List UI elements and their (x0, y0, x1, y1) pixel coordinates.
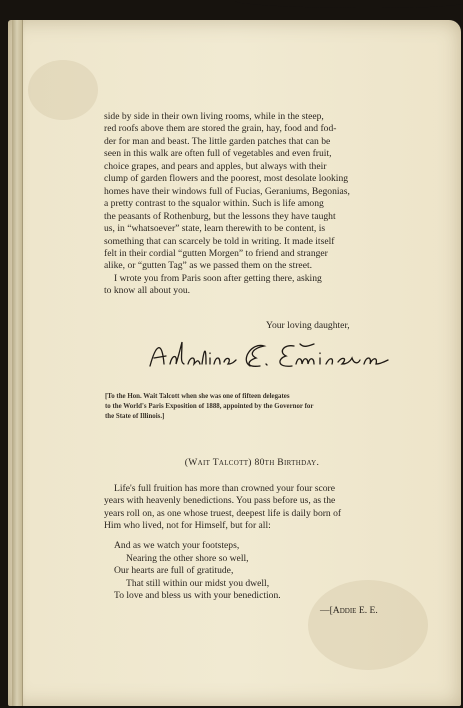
letter-line: felt in their cordial “gutten Morgen” to friend and stranger (104, 247, 328, 259)
letter-line: I wrote you from Paris soon after getting there, asking (114, 272, 322, 284)
document-page (8, 20, 461, 706)
letter-line: us, in “whatsoever” state, learn therewith to be content, is (104, 223, 326, 235)
letter-line: der for man and beast. The little garden patches that can be (104, 135, 331, 147)
paragraph-line: Life's full fruition has more than crowned your four score (114, 483, 335, 494)
poem-line: Our hearts are full of gratitude, (114, 565, 234, 576)
letter-line: the peasants of Rothenburg, but the lessons they have taught (104, 210, 336, 222)
letter-line: side by side in their own living rooms, while in the steep, (104, 111, 324, 122)
paper-stain (28, 60, 98, 120)
author-credit: —[Addie E. E. (320, 605, 378, 616)
caption-line: [To the Hon. Wait Talcott when she was one of fifteen delegates (105, 393, 290, 400)
caption-line: to the World's Paris Exposition of 1888, appointed by the Governor for (105, 403, 314, 410)
page-fold-edge (12, 20, 23, 706)
letter-line: a pretty contrast to the squalor within. Such is life among (104, 198, 324, 210)
caption-line: the State of Illinois.] (105, 413, 165, 420)
poem-line: That still within our midst you dwell, (126, 577, 270, 589)
letter-line: to know all about you. (104, 285, 191, 297)
heading-title: 80th Birthday. (254, 457, 320, 468)
letter-line: red roofs above them are stored the grain, hay, food and fod- (104, 123, 337, 135)
valediction: Your loving daughter, (266, 320, 350, 331)
poem-line: Nearing the other shore so well, (126, 552, 249, 564)
letter-line: homes have their windows full of Fucias, Geraniums, Begonias, (104, 185, 350, 197)
paragraph-line: years with heavenly benedictions. You pass before us, as the (104, 495, 336, 507)
caption-note (105, 392, 403, 422)
letter-line: seen in this walk are often full of vegetables and even fruit, (104, 148, 332, 160)
poem-verse (114, 540, 374, 603)
text-block (104, 111, 400, 616)
poem-line: To love and bless us with your benediction. (114, 590, 281, 601)
paragraph-line: Him who lived, not for Himself, but for all: (104, 520, 271, 532)
letter-line: clump of garden flowers and the poorest, most desolate looking (104, 173, 349, 185)
letter-line: choice grapes, and pears and apples, but always with their (104, 160, 327, 172)
letter-line: alike, or “gutten Tag” as we passed them on the street. (104, 260, 313, 272)
paragraph-line: years roll on, as one whose truest, deepest life is daily born of (104, 507, 342, 519)
heading-name: (Wait Talcott) (184, 457, 252, 468)
torn-page-corner (235, 0, 463, 8)
handwritten-signature (144, 336, 394, 376)
poem-line: And as we watch your footsteps, (114, 540, 240, 551)
letter-line: something that can scarcely be told in writing. It made itself (104, 235, 335, 247)
letter-paragraph (104, 111, 400, 298)
section-heading (104, 457, 400, 468)
birthday-paragraph (104, 483, 400, 533)
